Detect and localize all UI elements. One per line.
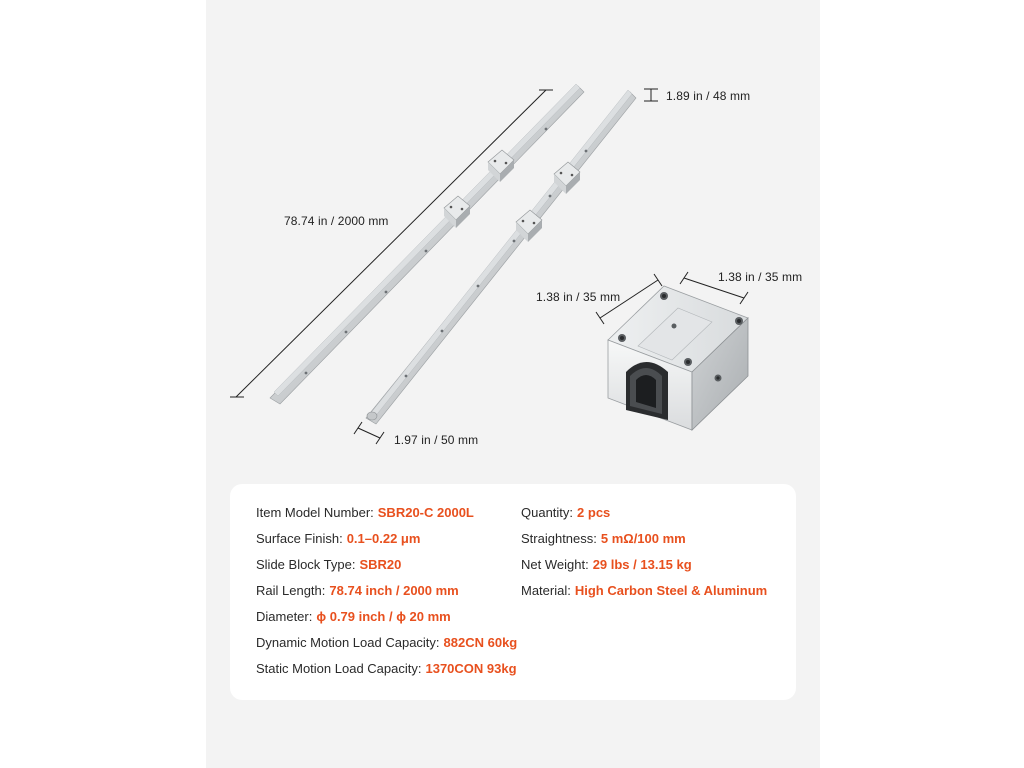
spec-value: 1370CON 93kg bbox=[425, 661, 517, 676]
product-image-stage bbox=[206, 0, 820, 768]
spec-item-model-number bbox=[256, 505, 474, 520]
spec-value: 78.74 inch / 2000 mm bbox=[329, 583, 459, 598]
spec-value: 882CN 60kg bbox=[443, 635, 518, 650]
height-dimension-marker bbox=[644, 89, 658, 101]
spec-dynamic-load-capacity bbox=[256, 635, 517, 650]
block-depth-dimension-label: 1.38 in / 35 mm bbox=[536, 290, 621, 304]
spec-label: Item Model Number: bbox=[256, 505, 374, 520]
spec-label: Rail Length: bbox=[256, 583, 326, 598]
spec-label: Slide Block Type: bbox=[256, 557, 356, 572]
spec-value: ϕ 0.79 inch / ϕ 20 mm bbox=[316, 609, 451, 624]
specification-card bbox=[230, 484, 796, 700]
length-dimension-label: 78.74 in / 2000 mm bbox=[284, 214, 389, 228]
spec-straightness bbox=[521, 531, 686, 546]
spec-net-weight bbox=[521, 557, 692, 572]
spec-label: Quantity: bbox=[521, 505, 574, 520]
height-dimension-label: 1.89 in / 48 mm bbox=[666, 89, 751, 103]
width-dimension-marker bbox=[354, 422, 384, 444]
spec-value: 0.1–0.22 μm bbox=[346, 531, 421, 546]
spec-value: 5 mΩ/100 mm bbox=[600, 531, 686, 546]
spec-label: Surface Finish: bbox=[256, 531, 343, 546]
spec-value: 29 lbs / 13.15 kg bbox=[592, 557, 692, 572]
spec-material bbox=[521, 583, 767, 598]
block-width-dimension-label: 1.38 in / 35 mm bbox=[718, 270, 803, 284]
spec-label: Diameter: bbox=[256, 609, 313, 624]
spec-rail-length bbox=[256, 583, 459, 598]
spec-quantity bbox=[521, 505, 610, 520]
product-illustration bbox=[206, 0, 820, 470]
spec-value: SBR20 bbox=[359, 557, 402, 572]
spec-static-load-capacity bbox=[256, 661, 517, 676]
spec-label: Static Motion Load Capacity: bbox=[256, 661, 422, 676]
length-dimension-line bbox=[230, 90, 553, 397]
spec-value: SBR20-C 2000L bbox=[377, 505, 474, 520]
spec-diameter bbox=[256, 609, 451, 624]
spec-label: Straightness: bbox=[521, 531, 597, 546]
spec-label: Net Weight: bbox=[521, 557, 589, 572]
spec-label: Material: bbox=[521, 583, 571, 598]
spec-surface-finish bbox=[256, 531, 420, 546]
spec-label: Dynamic Motion Load Capacity: bbox=[256, 635, 440, 650]
width-dimension-label: 1.97 in / 50 mm bbox=[394, 433, 479, 447]
spec-value: High Carbon Steel & Aluminum bbox=[574, 583, 768, 598]
spec-slide-block-type bbox=[256, 557, 401, 572]
spec-value: 2 pcs bbox=[577, 505, 611, 520]
slide-block-detail bbox=[608, 286, 748, 430]
